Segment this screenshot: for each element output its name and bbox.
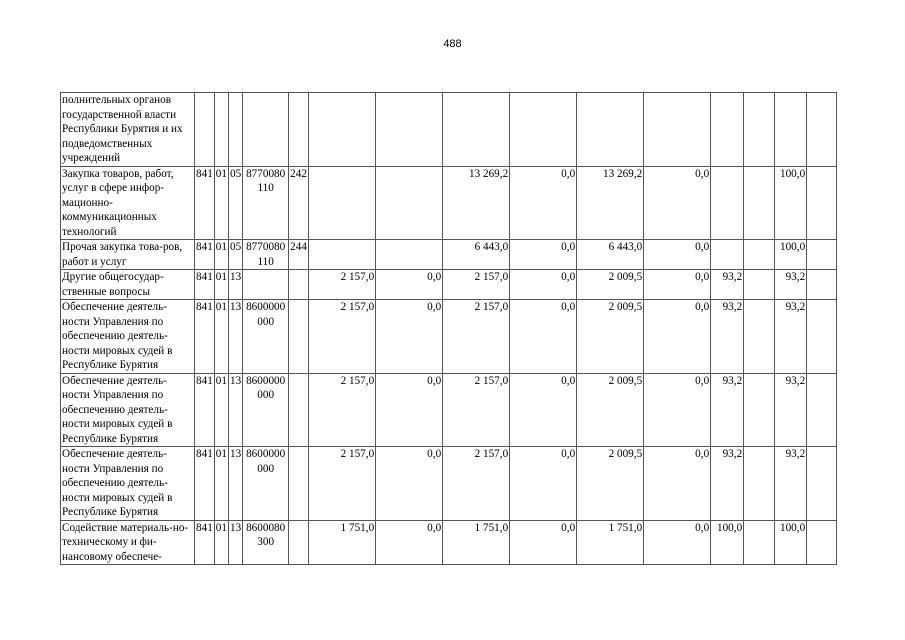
- ministry-code: 841: [195, 447, 215, 521]
- ministry-code: [195, 93, 215, 167]
- budget-item-name: Прочая закупка това-ров, работ и услуг: [61, 240, 195, 270]
- percent-cell: 100,0: [775, 520, 807, 565]
- empty-cell: [744, 93, 775, 167]
- subsection-code: 13: [228, 300, 242, 374]
- target-article-code: 8600000000: [243, 373, 289, 447]
- subsection-code: 13: [228, 270, 242, 300]
- empty-cell: [807, 520, 837, 565]
- section-code: 01: [214, 240, 228, 270]
- budget-item-name: Обеспечение деятель-ности Управления по обеспечению деятель-ности мировых судей в Республике Бурятия: [61, 300, 195, 374]
- expense-type-code: 242: [289, 166, 309, 240]
- percent-cell: 93,2: [711, 447, 744, 521]
- value-cell: 1 751,0: [309, 520, 376, 565]
- value-cell: [309, 240, 376, 270]
- budget-item-name: Закупка товаров, работ, услуг в сфере инфор-мационно-коммуникационных технологий: [61, 166, 195, 240]
- ministry-code: 841: [195, 240, 215, 270]
- target-article-code: 8770080110: [243, 166, 289, 240]
- value-cell: 2 009,5: [577, 300, 644, 374]
- expense-type-code: [289, 93, 309, 167]
- section-code: 01: [214, 300, 228, 374]
- section-code: 01: [214, 270, 228, 300]
- target-article-code: [243, 270, 289, 300]
- budget-item-name: Обеспечение деятель-ности Управления по обеспечению деятель-ности мировых судей в Республике Бурятия: [61, 373, 195, 447]
- value-cell: 0,0: [376, 300, 443, 374]
- value-cell: 0,0: [510, 447, 577, 521]
- table-row: [61, 270, 837, 300]
- empty-cell: [744, 166, 775, 240]
- empty-cell: [807, 300, 837, 374]
- value-cell: 0,0: [644, 270, 711, 300]
- subsection-code: 05: [228, 166, 242, 240]
- percent-cell: 100,0: [775, 240, 807, 270]
- value-cell: 2 009,5: [577, 447, 644, 521]
- subsection-code: 13: [228, 447, 242, 521]
- ministry-code: 841: [195, 300, 215, 374]
- budget-item-name: Обеспечение деятель-ности Управления по обеспечению деятель-ности мировых судей в Республике Бурятия: [61, 447, 195, 521]
- value-cell: 0,0: [644, 240, 711, 270]
- expense-type-code: [289, 520, 309, 565]
- value-cell: [644, 93, 711, 167]
- value-cell: 0,0: [644, 447, 711, 521]
- subsection-code: 13: [228, 520, 242, 565]
- empty-cell: [807, 240, 837, 270]
- section-code: 01: [214, 166, 228, 240]
- table-row: [61, 520, 837, 565]
- empty-cell: [744, 447, 775, 521]
- value-cell: 13 269,2: [577, 166, 644, 240]
- empty-cell: [807, 270, 837, 300]
- empty-cell: [744, 373, 775, 447]
- value-cell: 0,0: [644, 300, 711, 374]
- table-row: [61, 240, 837, 270]
- target-article-code: 8600080300: [243, 520, 289, 565]
- budget-table: [60, 92, 837, 565]
- percent-cell: 100,0: [711, 520, 744, 565]
- subsection-code: [228, 93, 242, 167]
- table-row: [61, 300, 837, 374]
- percent-cell: 100,0: [775, 166, 807, 240]
- percent-cell: [711, 240, 744, 270]
- value-cell: 0,0: [644, 373, 711, 447]
- value-cell: 0,0: [376, 373, 443, 447]
- percent-cell: 93,2: [775, 270, 807, 300]
- value-cell: [510, 93, 577, 167]
- value-cell: [309, 93, 376, 167]
- ministry-code: 841: [195, 166, 215, 240]
- value-cell: 0,0: [510, 240, 577, 270]
- percent-cell: 93,2: [775, 300, 807, 374]
- target-article-code: [243, 93, 289, 167]
- value-cell: 1 751,0: [577, 520, 644, 565]
- section-code: 01: [214, 373, 228, 447]
- value-cell: 0,0: [376, 520, 443, 565]
- page-number: 488: [443, 38, 462, 50]
- table-row: [61, 447, 837, 521]
- subsection-code: 05: [228, 240, 242, 270]
- section-code: 01: [214, 520, 228, 565]
- value-cell: 0,0: [510, 373, 577, 447]
- value-cell: [376, 166, 443, 240]
- table-row: [61, 373, 837, 447]
- percent-cell: 93,2: [711, 373, 744, 447]
- value-cell: 0,0: [510, 300, 577, 374]
- expense-type-code: [289, 300, 309, 374]
- budget-item-name: полнительных органов государственной власти Республики Бурятия и их подведомственных учреждений: [61, 93, 195, 167]
- empty-cell: [807, 373, 837, 447]
- table-row: [61, 166, 837, 240]
- value-cell: 13 269,2: [443, 166, 510, 240]
- empty-cell: [744, 270, 775, 300]
- value-cell: 2 157,0: [443, 447, 510, 521]
- value-cell: 0,0: [644, 166, 711, 240]
- value-cell: [309, 166, 376, 240]
- ministry-code: 841: [195, 520, 215, 565]
- ministry-code: 841: [195, 270, 215, 300]
- value-cell: 2 157,0: [443, 300, 510, 374]
- target-article-code: 8600000000: [243, 300, 289, 374]
- value-cell: 2 157,0: [309, 447, 376, 521]
- percent-cell: [711, 166, 744, 240]
- expense-type-code: [289, 373, 309, 447]
- value-cell: [376, 93, 443, 167]
- value-cell: 1 751,0: [443, 520, 510, 565]
- value-cell: 2 009,5: [577, 270, 644, 300]
- budget-item-name: Содействие материаль-но-техническому и фи-нансовому обеспече-: [61, 520, 195, 565]
- section-code: [214, 93, 228, 167]
- table-row: [61, 93, 837, 167]
- empty-cell: [744, 520, 775, 565]
- value-cell: 2 157,0: [309, 300, 376, 374]
- percent-cell: 93,2: [711, 270, 744, 300]
- expense-type-code: 244: [289, 240, 309, 270]
- empty-cell: [807, 447, 837, 521]
- value-cell: 2 157,0: [443, 373, 510, 447]
- value-cell: 2 009,5: [577, 373, 644, 447]
- value-cell: 2 157,0: [443, 270, 510, 300]
- empty-cell: [744, 300, 775, 374]
- value-cell: 0,0: [510, 270, 577, 300]
- value-cell: 0,0: [376, 447, 443, 521]
- section-code: 01: [214, 447, 228, 521]
- percent-cell: [775, 93, 807, 167]
- percent-cell: 93,2: [775, 373, 807, 447]
- value-cell: 0,0: [644, 520, 711, 565]
- value-cell: 2 157,0: [309, 270, 376, 300]
- percent-cell: 93,2: [711, 300, 744, 374]
- expense-type-code: [289, 447, 309, 521]
- value-cell: 2 157,0: [309, 373, 376, 447]
- value-cell: 0,0: [510, 166, 577, 240]
- value-cell: [443, 93, 510, 167]
- value-cell: 0,0: [376, 270, 443, 300]
- target-article-code: 8600000000: [243, 447, 289, 521]
- percent-cell: [711, 93, 744, 167]
- ministry-code: 841: [195, 373, 215, 447]
- subsection-code: 13: [228, 373, 242, 447]
- value-cell: [376, 240, 443, 270]
- budget-item-name: Другие общегосудар-ственные вопросы: [61, 270, 195, 300]
- empty-cell: [807, 93, 837, 167]
- empty-cell: [744, 240, 775, 270]
- expense-type-code: [289, 270, 309, 300]
- value-cell: 6 443,0: [443, 240, 510, 270]
- target-article-code: 8770080110: [243, 240, 289, 270]
- value-cell: [577, 93, 644, 167]
- value-cell: 0,0: [510, 520, 577, 565]
- percent-cell: 93,2: [775, 447, 807, 521]
- value-cell: 6 443,0: [577, 240, 644, 270]
- empty-cell: [807, 166, 837, 240]
